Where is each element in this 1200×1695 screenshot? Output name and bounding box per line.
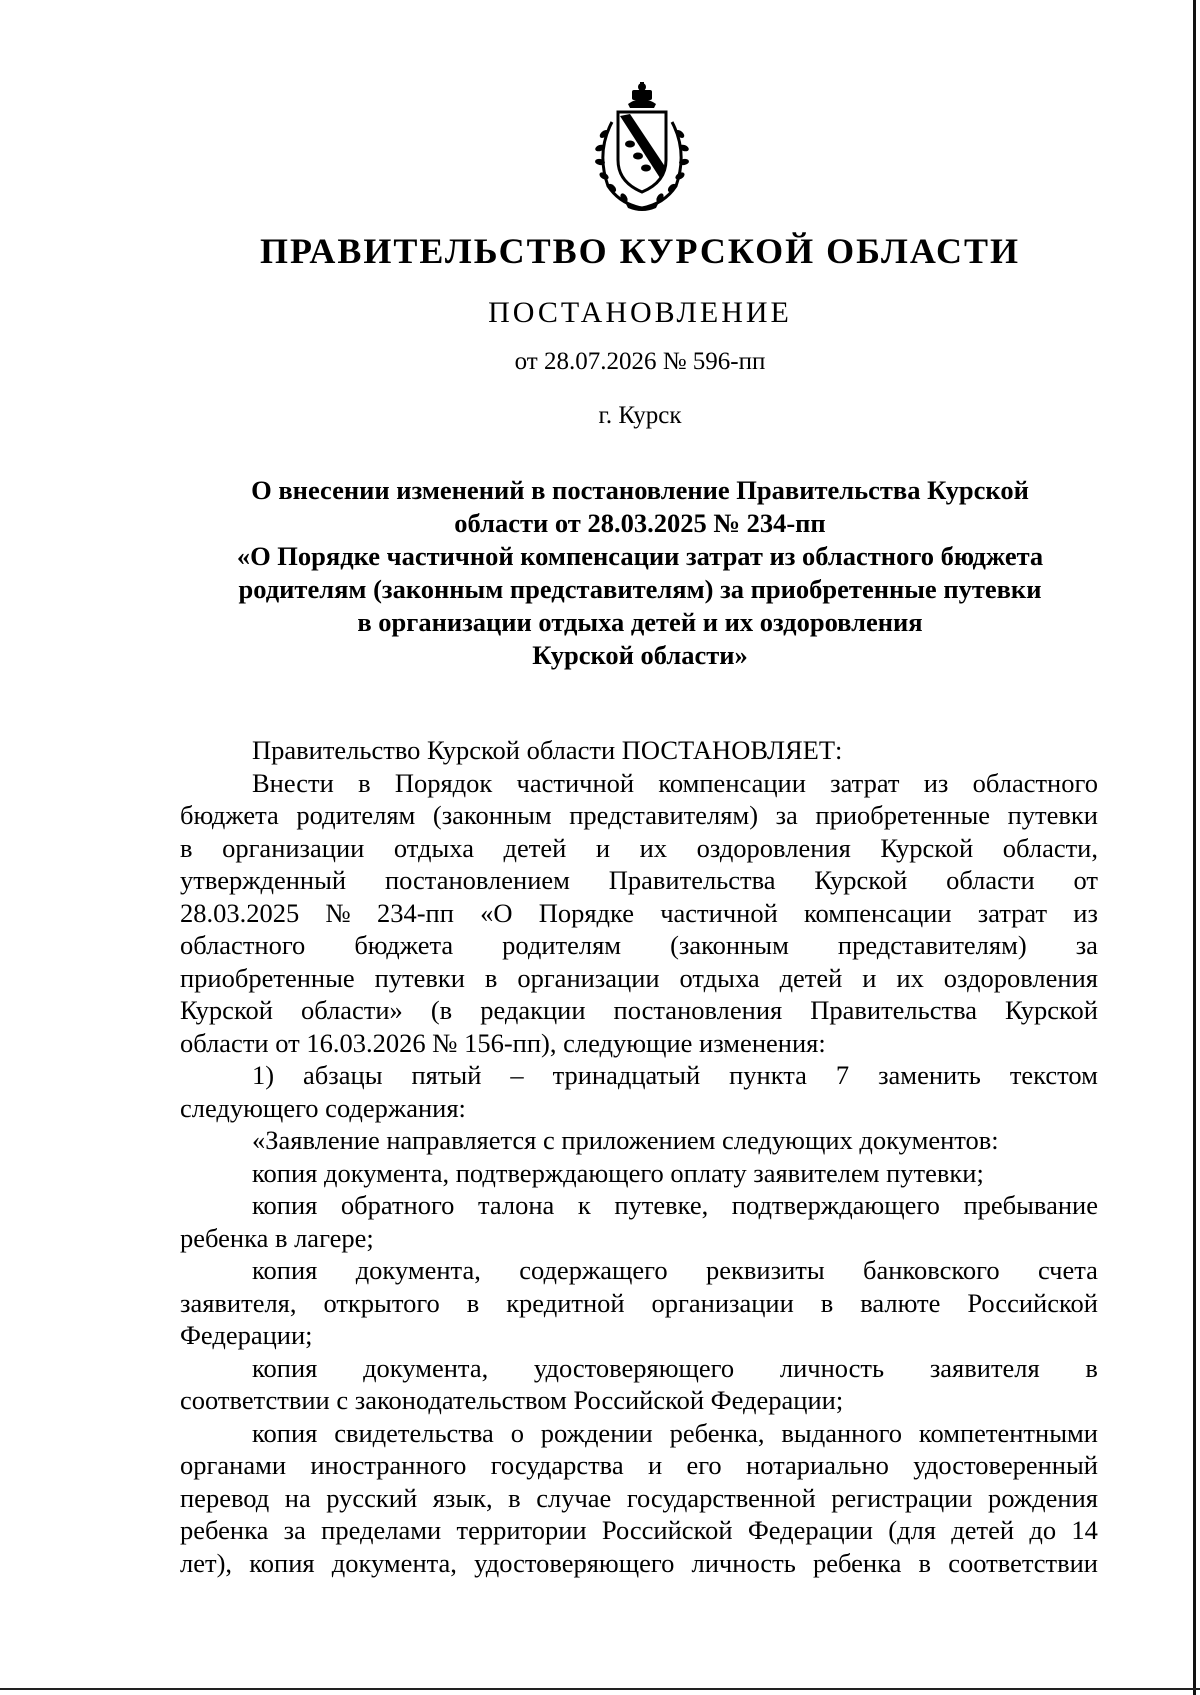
body-word: удостоверенный	[913, 1450, 1098, 1480]
body-word: Правительства	[810, 995, 977, 1025]
body-word: удостоверяющего	[533, 1352, 735, 1383]
body-line	[180, 799, 1098, 832]
body-word: Правительство Курской области ПОСТАНОВЛЯЕТ:	[252, 735, 843, 765]
body-word: отдыха	[393, 832, 474, 863]
body-word: Российской	[967, 1287, 1098, 1318]
body-line	[180, 832, 1098, 865]
body-word: постановления	[613, 995, 783, 1025]
scan-edge-line	[1193, 0, 1196, 1695]
body-line	[180, 1157, 1098, 1190]
body-word: свидетельства	[334, 1417, 494, 1448]
body-word: Курской	[1005, 995, 1098, 1025]
body-word: пределами	[321, 1515, 442, 1545]
body-word: реквизиты	[706, 1255, 825, 1285]
document-body	[180, 734, 1098, 1579]
body-word: оздоровления	[943, 962, 1098, 993]
document-number: от 28.07.2026 № 596-пп	[514, 348, 766, 375]
organization-name: ПРАВИТЕЛЬСТВО КУРСКОЙ ОБЛАСТИ	[259, 231, 1021, 271]
body-word: текстом	[1009, 1060, 1098, 1090]
body-word: ребенка	[180, 1515, 269, 1545]
body-word: в	[484, 962, 498, 993]
body-word: компенсации	[803, 897, 952, 928]
body-word: представителям)	[569, 800, 759, 830]
body-word: пункта	[729, 1060, 807, 1090]
body-word: постановлением	[384, 865, 570, 895]
title-line: «О Порядке частичной компенсации затрат из областного бюджета	[236, 541, 1044, 571]
body-word: организации	[222, 832, 365, 863]
body-line	[180, 1514, 1098, 1547]
body-word: счета	[1037, 1255, 1098, 1285]
body-word: копия	[252, 1417, 318, 1448]
body-word: кредитной	[506, 1287, 625, 1318]
body-word: затрат	[977, 897, 1048, 928]
body-word: в	[358, 767, 371, 798]
body-word: (для	[888, 1515, 936, 1545]
body-word: 14	[1071, 1515, 1098, 1545]
body-word: заявителя	[929, 1352, 1040, 1383]
body-word: абзацы	[303, 1060, 383, 1090]
body-line	[180, 1319, 1098, 1352]
body-word: из	[923, 767, 949, 798]
body-line	[180, 1417, 1098, 1450]
body-word: ребенка	[813, 1547, 902, 1578]
body-word: приобретенные	[180, 962, 355, 993]
body-word: частичной	[660, 897, 778, 928]
body-line	[180, 864, 1098, 897]
body-word: территории	[456, 1515, 587, 1545]
body-word: копия	[249, 1547, 315, 1578]
body-line	[180, 1482, 1098, 1515]
body-line	[180, 1287, 1098, 1320]
body-word: «О	[480, 897, 513, 928]
body-word: язык,	[432, 1482, 493, 1513]
body-word: документа,	[363, 1352, 489, 1383]
body-word: тринадцатый	[552, 1060, 701, 1090]
body-word: Правительства	[608, 865, 776, 895]
body-word: в	[820, 1287, 834, 1318]
body-line	[180, 1027, 1098, 1060]
body-word: обратного	[340, 1190, 455, 1220]
body-word: области от 16.03.2026 № 156-пп), следующие изменения:	[180, 1027, 826, 1058]
body-word: Курской	[180, 995, 273, 1025]
body-word: за	[1075, 930, 1098, 960]
body-line	[180, 1092, 1098, 1125]
body-word: банковского	[863, 1255, 1000, 1285]
body-word: соответствии с законодательством Российской Федерации;	[180, 1385, 844, 1415]
body-word: и	[862, 962, 877, 993]
body-word: заменить	[878, 1060, 981, 1090]
body-word: 7	[835, 1060, 850, 1090]
body-word: пребывание	[963, 1190, 1098, 1220]
body-word: организации	[651, 1287, 794, 1318]
body-word: копия документа, подтверждающего оплату заявителем путевки;	[252, 1157, 984, 1188]
body-word: (законным	[670, 930, 789, 960]
body-word: путевки	[374, 962, 465, 993]
body-word: документа,	[355, 1255, 481, 1285]
body-word: за	[283, 1515, 306, 1545]
body-word: на	[284, 1482, 311, 1513]
body-word: его	[686, 1450, 722, 1480]
body-word: компетентными	[918, 1417, 1098, 1448]
body-word: их	[639, 832, 668, 863]
body-line	[180, 994, 1098, 1027]
body-line	[180, 1189, 1098, 1222]
body-word: родителям	[502, 930, 622, 960]
body-word: пятый	[411, 1060, 482, 1090]
body-word: лет),	[180, 1547, 233, 1578]
body-word: иностранного	[310, 1450, 467, 1480]
body-word: детей	[951, 1515, 1015, 1545]
body-word: Курской	[814, 865, 908, 895]
body-line	[180, 1124, 1098, 1157]
body-word: личность	[779, 1352, 885, 1383]
title-line: Курской области»	[532, 640, 748, 670]
body-line	[180, 929, 1098, 962]
body-word: в	[466, 1287, 480, 1318]
body-word: регистрации	[831, 1482, 973, 1513]
body-word: (законным	[432, 800, 552, 830]
body-word: Российской	[601, 1515, 733, 1545]
body-word: личность	[691, 1547, 796, 1578]
body-word: к	[577, 1190, 591, 1220]
body-word: от	[1073, 865, 1098, 895]
body-word: представителям)	[837, 930, 1027, 960]
document-city: г. Курск	[598, 402, 682, 429]
body-word: области,	[1002, 832, 1098, 863]
body-word: в	[508, 1482, 521, 1513]
body-word: областного	[972, 767, 1098, 798]
body-word: Курской	[880, 832, 974, 863]
body-word: открытого	[323, 1287, 440, 1318]
body-line	[180, 1449, 1098, 1482]
body-word: 234-пп	[376, 897, 454, 928]
body-word: рождении	[540, 1417, 653, 1448]
body-word: рождения	[988, 1482, 1098, 1513]
body-word: детей	[503, 832, 567, 863]
body-word: русский	[326, 1482, 418, 1513]
body-word: утвержденный	[180, 865, 347, 895]
body-word: заявителя,	[180, 1287, 297, 1318]
body-line	[180, 1254, 1098, 1287]
body-word: из	[1073, 897, 1098, 928]
bottom-scan-line	[0, 1688, 1200, 1690]
body-word: в	[180, 832, 193, 863]
body-word: перевод	[180, 1482, 270, 1513]
body-line	[180, 734, 1098, 767]
body-line	[180, 1384, 1098, 1417]
body-line	[180, 897, 1098, 930]
body-word: о	[510, 1417, 524, 1448]
body-word: путевки	[1007, 800, 1098, 830]
title-line: области от 28.03.2025 № 234-пп	[454, 508, 826, 538]
title-line: О внесении изменений в постановление Правительства Курской	[251, 475, 1029, 505]
body-word: областного	[180, 930, 306, 960]
body-word: и	[595, 832, 611, 863]
body-word: органами	[180, 1450, 287, 1480]
body-word: оздоровления	[696, 832, 851, 863]
body-word: нотариально	[746, 1450, 889, 1480]
body-word: детей	[779, 962, 843, 993]
body-word: их	[896, 962, 924, 993]
body-word: копия	[252, 1255, 318, 1285]
body-word: организации	[517, 962, 660, 993]
body-word: до	[1029, 1515, 1057, 1545]
body-word: области	[946, 865, 1035, 895]
body-word: №	[325, 897, 351, 928]
body-word: в	[918, 1547, 932, 1578]
body-word: отдыха	[679, 962, 760, 993]
body-word: –	[510, 1060, 524, 1090]
body-word: выданного	[781, 1417, 903, 1448]
body-word: Федерации;	[180, 1320, 313, 1350]
body-word: государственной	[626, 1482, 816, 1513]
coat-of-arms-emblem	[590, 82, 694, 212]
body-word: подтверждающего	[731, 1190, 940, 1220]
body-word: и	[647, 1450, 663, 1480]
body-line	[180, 767, 1098, 800]
body-word: Порядке	[538, 897, 634, 928]
body-word: области»	[300, 995, 403, 1025]
title-line: в организации отдыха детей и их оздоровления	[357, 607, 923, 637]
document-title	[180, 474, 1100, 672]
body-word: Федерации	[747, 1515, 873, 1545]
body-word: документа,	[331, 1547, 457, 1578]
body-word: копия	[252, 1352, 318, 1383]
body-word: редакции	[480, 995, 586, 1025]
body-word: валюте	[860, 1287, 941, 1318]
body-word: (в	[430, 995, 453, 1025]
body-word: частичной	[516, 767, 635, 798]
body-word: за	[775, 800, 798, 830]
title-line: родителям (законным представителям) за приобретенные путевки	[238, 574, 1042, 604]
body-line	[180, 1547, 1098, 1580]
body-word: бюджета	[180, 800, 279, 830]
body-word: 28.03.2025	[180, 897, 300, 928]
body-word: 1)	[252, 1060, 275, 1090]
body-word: затрат	[830, 767, 900, 798]
body-word: следующего содержания:	[180, 1092, 466, 1123]
body-word: ребенка,	[669, 1417, 765, 1448]
body-line	[180, 1222, 1098, 1255]
body-word: соответствии	[948, 1547, 1098, 1578]
body-line	[180, 1352, 1098, 1385]
body-word: Внести	[252, 767, 334, 798]
body-word: родителям	[296, 800, 416, 830]
body-word: компенсации	[658, 767, 806, 798]
body-word: путевке,	[614, 1190, 709, 1220]
body-word: талона	[478, 1190, 555, 1220]
body-word: удостоверяющего	[474, 1547, 675, 1578]
document-type: ПОСТАНОВЛЕНИЕ	[488, 296, 792, 329]
body-word: копия	[252, 1190, 318, 1220]
body-word: приобретенные	[815, 800, 991, 830]
body-line	[180, 1059, 1098, 1092]
body-word: содержащего	[519, 1255, 668, 1285]
body-word: Порядок	[394, 767, 493, 798]
body-word: в	[1085, 1352, 1098, 1383]
body-line	[180, 962, 1098, 995]
body-word: ребенка в лагере;	[180, 1222, 374, 1253]
body-word: случае	[536, 1482, 612, 1513]
body-word: государства	[490, 1450, 624, 1480]
body-word: бюджета	[354, 930, 454, 960]
body-word: «Заявление направляется с приложением следующих документов:	[252, 1125, 999, 1155]
